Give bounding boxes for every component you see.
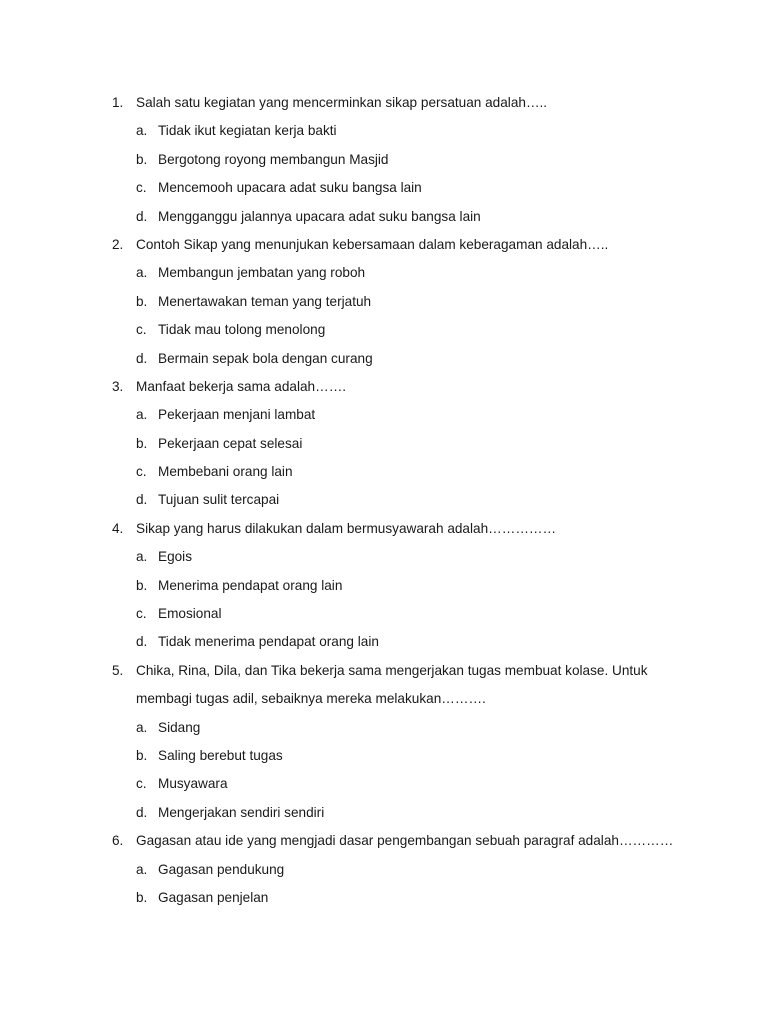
option-text: Bergotong royong membangun Masjid: [158, 151, 389, 167]
answer-option: [0, 259, 768, 287]
answer-option: [0, 203, 768, 231]
question-number: 1.: [112, 95, 124, 110]
option-letter: b.: [136, 293, 148, 309]
option-letter: a.: [136, 407, 148, 423]
question-line: [0, 231, 768, 259]
answer-option: [0, 884, 768, 912]
question-text: Contoh Sikap yang menunjukan kebersamaan dalam keberagaman adalah…..: [136, 236, 609, 252]
option-letter: c.: [136, 464, 147, 480]
option-letter: a.: [136, 549, 148, 565]
option-text: Pekerjaan cepat selesai: [158, 435, 303, 451]
question-item: [0, 89, 768, 231]
option-letter: b.: [136, 889, 148, 905]
question-line: [0, 657, 768, 685]
question-line: [0, 827, 768, 855]
option-letter: a.: [136, 719, 148, 735]
answer-option: [0, 288, 768, 316]
answer-option: [0, 628, 768, 656]
option-letter: a.: [136, 861, 148, 877]
option-text: Tidak ikut kegiatan kerja bakti: [158, 123, 337, 139]
option-letter: d.: [136, 492, 148, 508]
option-letter: b.: [136, 577, 148, 593]
answer-option: [0, 316, 768, 344]
question-text: Chika, Rina, Dila, dan Tika bekerja sama mengerjakan tugas membuat kolase. Untuk: [136, 662, 648, 678]
option-letter: c.: [136, 606, 147, 622]
question-line: [0, 89, 768, 117]
question-number: 4.: [112, 520, 124, 536]
option-letter: c.: [136, 322, 147, 338]
question-item: [0, 827, 768, 912]
question-text: Gagasan atau ide yang mengjadi dasar pengembangan sebuah paragraf adalah…………: [136, 833, 674, 849]
option-text: Tidak menerima pendapat orang lain: [158, 634, 379, 650]
answer-options: [0, 117, 768, 231]
question-number: 6.: [112, 833, 124, 849]
option-text: Egois: [158, 549, 193, 565]
option-letter: a.: [136, 265, 148, 281]
option-text: Tujuan sulit tercapai: [158, 492, 280, 508]
question-item: [0, 657, 768, 827]
option-text: Mengerjakan sendiri sendiri: [158, 804, 325, 820]
answer-option: [0, 600, 768, 628]
answer-option: [0, 572, 768, 600]
option-letter: d.: [136, 350, 148, 366]
option-text: Menertawakan teman yang terjatuh: [158, 293, 372, 309]
answer-option: [0, 174, 768, 202]
option-text: Emosional: [158, 606, 222, 622]
option-text: Pekerjaan menjani lambat: [158, 407, 316, 423]
answer-options: [0, 259, 768, 373]
option-letter: c.: [136, 180, 147, 196]
option-text: Bermain sepak bola dengan curang: [158, 350, 373, 366]
answer-options: [0, 401, 768, 515]
option-letter: d.: [136, 634, 148, 650]
answer-option: [0, 458, 768, 486]
question-item: [0, 231, 768, 373]
answer-option: [0, 345, 768, 373]
option-text: Mengganggu jalannya upacara adat suku bangsa lain: [158, 208, 481, 224]
question-text: membagi tugas adil, sebaiknya mereka melakukan……….: [136, 691, 486, 707]
question-number: 5.: [112, 662, 124, 678]
option-text: Tidak mau tolong menolong: [158, 322, 326, 338]
option-text: Saling berebut tugas: [158, 747, 283, 763]
question-number: 2.: [112, 236, 124, 252]
option-letter: d.: [136, 804, 148, 820]
answer-option: [0, 742, 768, 770]
question-item: [0, 373, 768, 515]
answer-option: [0, 799, 768, 827]
question-text: Manfaat bekerja sama adalah…….: [136, 378, 347, 394]
answer-option: [0, 486, 768, 514]
option-text: Membangun jembatan yang roboh: [158, 265, 366, 281]
option-letter: c.: [136, 776, 147, 792]
answer-options: [0, 856, 768, 913]
option-text: Musyawara: [158, 776, 228, 792]
question-list: [0, 89, 768, 912]
option-text: Mencemooh upacara adat suku bangsa lain: [158, 180, 422, 196]
answer-option: [0, 543, 768, 571]
answer-option: [0, 401, 768, 429]
option-text: Gagasan penjelan: [158, 889, 269, 905]
option-letter: a.: [136, 123, 148, 139]
option-letter: b.: [136, 435, 148, 451]
option-letter: d.: [136, 208, 148, 224]
option-text: Sidang: [158, 719, 201, 735]
option-letter: b.: [136, 747, 148, 763]
answer-option: [0, 146, 768, 174]
question-item: [0, 515, 768, 657]
answer-option: [0, 430, 768, 458]
answer-option: [0, 856, 768, 884]
option-text: Menerima pendapat orang lain: [158, 577, 343, 593]
option-text: Membebani orang lain: [158, 464, 293, 480]
answer-options: [0, 543, 768, 657]
question-line: [0, 373, 768, 401]
question-number: 3.: [112, 378, 124, 394]
option-text: Gagasan pendukung: [158, 861, 285, 877]
answer-option: [0, 770, 768, 798]
question-text: Sikap yang harus dilakukan dalam bermusyawarah adalah……………: [136, 520, 557, 536]
answer-option: [0, 714, 768, 742]
answer-options: [0, 714, 768, 828]
question-line: [0, 515, 768, 543]
question-text: Salah satu kegiatan yang mencerminkan sikap persatuan adalah…..: [136, 95, 548, 110]
question-line: [0, 685, 768, 713]
answer-option: [0, 117, 768, 145]
option-letter: b.: [136, 151, 148, 167]
